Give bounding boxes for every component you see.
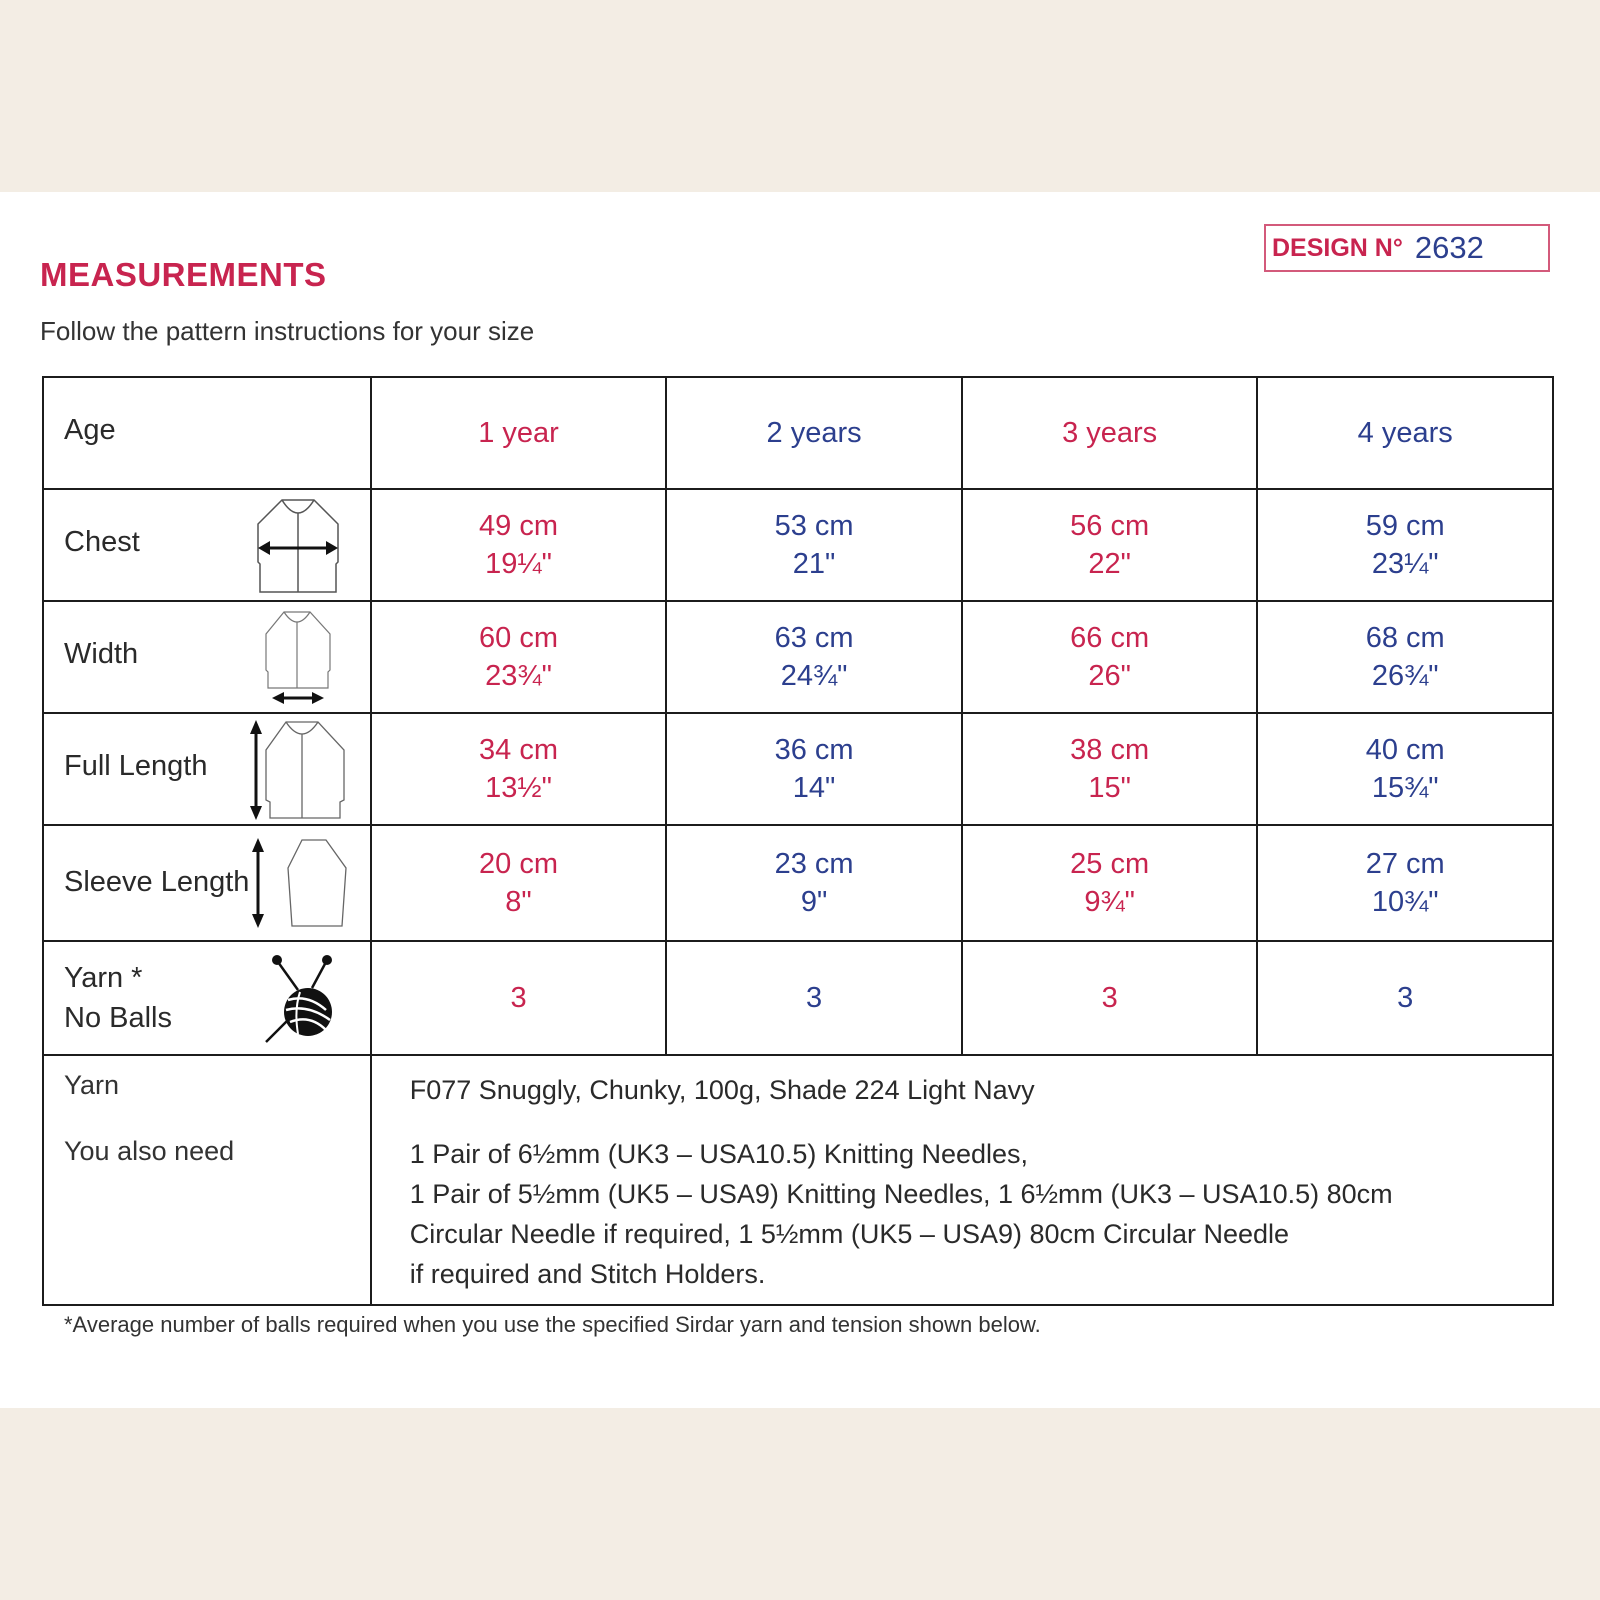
- materials-content: [371, 1055, 1553, 1305]
- cardigan-chest-icon: [254, 496, 342, 596]
- age-cell: 2 years: [666, 377, 962, 489]
- width-cell: [1257, 601, 1553, 713]
- need-line: Circular Needle if required, 1 5½mm (UK5 – USA9) 80cm Circular Needle: [409, 1219, 1290, 1249]
- cardigan-width-icon: [262, 608, 334, 708]
- measurements-table: [42, 376, 1554, 1306]
- inch-value: 9": [800, 886, 828, 918]
- cm-value: 23 cm: [774, 848, 854, 880]
- chest-cell: [666, 489, 962, 601]
- inch-value: 15": [1088, 772, 1131, 804]
- cm-value: 36 cm: [774, 734, 854, 766]
- cm-value: 66 cm: [1070, 622, 1150, 654]
- balls-cell: 3: [371, 941, 667, 1055]
- need-line: 1 Pair of 6½mm (UK3 – USA10.5) Knitting Needles,: [409, 1139, 1029, 1169]
- materials-header: [43, 1055, 371, 1305]
- sleeve-length-cell: [371, 825, 667, 941]
- cm-value: 56 cm: [1070, 510, 1150, 542]
- chest-label: Chest: [64, 526, 140, 558]
- full-length-header: [43, 713, 371, 825]
- inch-value: 23¼": [1371, 548, 1439, 580]
- sleeve-length-icon: [250, 836, 350, 932]
- inch-value: 26¾": [1371, 660, 1439, 692]
- cm-value: 34 cm: [479, 734, 558, 766]
- yarn-balls-label: Yarn *: [64, 962, 143, 994]
- inch-value: 22": [1088, 548, 1131, 580]
- design-number-box: [1264, 224, 1550, 272]
- full-length-label: Full Length: [64, 750, 208, 782]
- design-number: 2632: [1414, 230, 1484, 265]
- cm-value: 53 cm: [774, 510, 854, 542]
- cm-value: 60 cm: [479, 622, 558, 654]
- age-header: [43, 377, 371, 489]
- full-length-cell: [371, 713, 667, 825]
- width-cell: [962, 601, 1258, 713]
- cardigan-length-icon: [244, 718, 352, 822]
- need-line: if required and Stitch Holders.: [409, 1259, 766, 1289]
- cm-value: 20 cm: [479, 848, 558, 880]
- inch-value: 15¾": [1371, 772, 1439, 804]
- width-row: [43, 601, 1553, 713]
- inch-value: 9¾": [1084, 886, 1135, 918]
- age-cell: 3 years: [962, 377, 1258, 489]
- subtitle: Follow the pattern instructions for your size: [40, 316, 535, 346]
- chest-cell: [371, 489, 667, 601]
- balls-cell: 3: [666, 941, 962, 1055]
- footnote: *Average number of balls required when you use the specified Sirdar yarn and tension shown below.: [64, 1312, 1041, 1337]
- sleeve-length-header: [43, 825, 371, 941]
- cm-value: 68 cm: [1365, 622, 1445, 654]
- design-label: DESIGN N°: [1272, 233, 1403, 262]
- chest-header: [43, 489, 371, 601]
- yarn-balls-row: [43, 941, 1553, 1055]
- chest-cell: [962, 489, 1258, 601]
- also-need-list: [410, 1134, 1393, 1294]
- cm-value: 63 cm: [774, 622, 854, 654]
- cm-value: 40 cm: [1365, 734, 1445, 766]
- inch-value: 23¾": [485, 660, 552, 692]
- page-title: MEASUREMENTS: [40, 256, 327, 293]
- need-line: 1 Pair of 5½mm (UK5 – USA9) Knitting Needles, 1 6½mm (UK3 – USA10.5) 80cm: [409, 1179, 1393, 1209]
- inch-value: 21": [792, 548, 836, 580]
- width-header: [43, 601, 371, 713]
- width-cell: [666, 601, 962, 713]
- inch-value: 24¾": [780, 660, 848, 692]
- chest-cell: [1257, 489, 1553, 601]
- materials-row: [43, 1055, 1553, 1305]
- cm-value: 49 cm: [479, 510, 558, 542]
- cm-value: 27 cm: [1365, 848, 1445, 880]
- inch-value: 13½": [485, 772, 552, 804]
- sleeve-length-cell: [962, 825, 1258, 941]
- age-cell: 4 years: [1257, 377, 1553, 489]
- no-balls-label: No Balls: [64, 1002, 172, 1034]
- chest-row: [43, 489, 1553, 601]
- sleeve-length-label: Sleeve Length: [64, 866, 250, 898]
- sleeve-length-cell: [1257, 825, 1553, 941]
- yarn-ball-needles-icon: [264, 954, 340, 1044]
- age-cell: 1 year: [371, 377, 667, 489]
- inch-value: 19¼": [485, 548, 552, 580]
- yarn-label: Yarn: [64, 1070, 120, 1100]
- sleeve-length-cell: [666, 825, 962, 941]
- cm-value: 38 cm: [1070, 734, 1150, 766]
- sleeve-length-row: [43, 825, 1553, 941]
- full-length-cell: [666, 713, 962, 825]
- cm-value: 25 cm: [1070, 848, 1150, 880]
- inch-value: 14": [792, 772, 836, 804]
- pattern-sheet: [0, 192, 1600, 1408]
- yarn-balls-header: [43, 941, 371, 1055]
- width-cell: [371, 601, 667, 713]
- age-label: Age: [64, 414, 116, 446]
- inch-value: 10¾": [1371, 886, 1439, 918]
- width-label: Width: [64, 638, 139, 670]
- balls-cell: 3: [962, 941, 1258, 1055]
- full-length-cell: [1257, 713, 1553, 825]
- yarn-value: F077 Snuggly, Chunky, 100g, Shade 224 Light Navy: [409, 1075, 1035, 1105]
- also-need-label: You also need: [64, 1136, 235, 1166]
- cm-value: 59 cm: [1365, 510, 1445, 542]
- full-length-cell: [962, 713, 1258, 825]
- inch-value: 8": [505, 886, 532, 918]
- balls-cell: 3: [1257, 941, 1553, 1055]
- full-length-row: [43, 713, 1553, 825]
- age-row: [43, 377, 1553, 489]
- inch-value: 26": [1088, 660, 1131, 692]
